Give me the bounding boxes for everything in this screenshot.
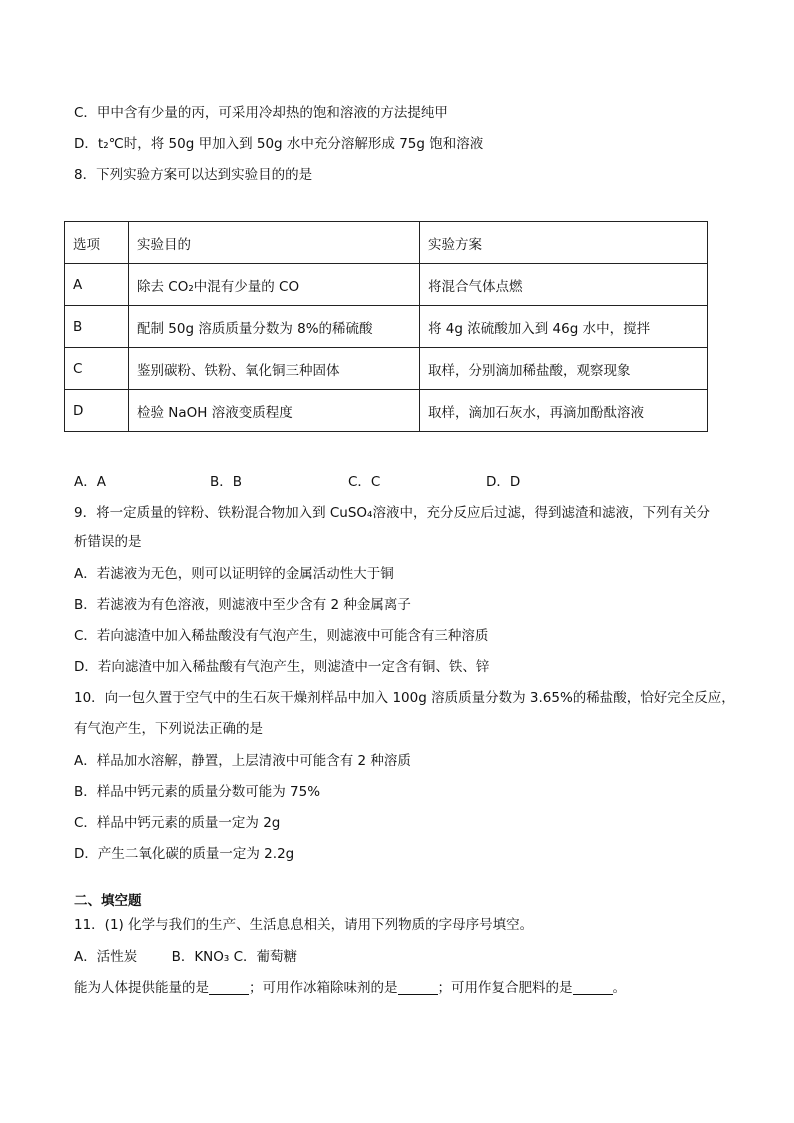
table-header-row [65, 222, 708, 264]
table-cell: 鉴别碳粉、铁粉、氧化铜三种固体 [129, 348, 420, 390]
q8-option: B．B [210, 474, 243, 490]
table-cell: 将混合气体点燃 [420, 264, 708, 306]
section-heading: 二、填空题 [74, 893, 142, 909]
q11-fill-line [74, 978, 626, 998]
question-9-cont: 析错误的是 [74, 534, 142, 550]
table-row [65, 306, 708, 348]
table-cell: 取样，滴加石灰水，再滴加酚酞溶液 [420, 390, 708, 432]
table-cell: 取样，分别滴加稀盐酸，观察现象 [420, 348, 708, 390]
answer-blank[interactable] [398, 980, 438, 995]
q10-option-a: A．样品加水溶解，静置，上层清液中可能含有 2 种溶质 [74, 753, 411, 769]
q8-option: C．C [348, 474, 381, 490]
experiment-table [64, 221, 708, 432]
q8-option: A．A [74, 474, 106, 490]
question-9: 9．将一定质量的锌粉、铁粉混合物加入到 CuSO₄溶液中，充分反应后过滤，得到滤渣和滤液，下列有关分 [74, 505, 710, 521]
table-header-cell: 选项 [65, 222, 129, 264]
fill-text: ；可用作复合肥料的是 [437, 980, 573, 996]
q10-option-c: C．样品中钙元素的质量一定为 2g [74, 815, 281, 831]
question-10: 10．向一包久置于空气中的生石灰干燥剂样品中加入 100g 溶质质量分数为 3.65%的稀盐酸，恰好完全反应， [74, 690, 735, 706]
question-11: 11．(1) 化学与我们的生产、生活息息相关，请用下列物质的字母序号填空。 [74, 917, 534, 933]
table-cell: D [65, 390, 129, 432]
table-header-cell: 实验目的 [129, 222, 420, 264]
table-cell: A [65, 264, 129, 306]
q7-option-d: D．t₂℃时，将 50g 甲加入到 50g 水中充分溶解形成 75g 饱和溶液 [74, 136, 484, 152]
fill-text: ；可用作冰箱除味剂的是 [249, 980, 398, 996]
q9-option-d: D．若向滤渣中加入稀盐酸有气泡产生，则滤渣中一定含有铜、铁、锌 [74, 659, 490, 675]
q7-option-c: C．甲中含有少量的丙，可采用冷却热的饱和溶液的方法提纯甲 [74, 105, 448, 121]
table-cell: 检验 NaOH 溶液变质程度 [129, 390, 420, 432]
table-cell: B [65, 306, 129, 348]
fill-text: 。 [612, 980, 626, 996]
table-cell: 除去 CO₂中混有少量的 CO [129, 264, 420, 306]
q11-options: A．活性炭 B．KNO₃ C．葡萄糖 [74, 949, 298, 965]
q9-option-b: B．若滤液为有色溶液，则滤液中至少含有 2 种金属离子 [74, 597, 411, 613]
table-cell: 将 4g 浓硫酸加入到 46g 水中，搅拌 [420, 306, 708, 348]
fill-text: 能为人体提供能量的是 [74, 980, 209, 996]
table-row [65, 264, 708, 306]
q9-option-c: C．若向滤渣中加入稀盐酸没有气泡产生，则滤液中可能含有三种溶质 [74, 628, 489, 644]
q9-option-a: A．若滤液为无色，则可以证明锌的金属活动性大于铜 [74, 566, 394, 582]
table-row [65, 390, 708, 432]
table-cell: C [65, 348, 129, 390]
q8-option: D．D [486, 474, 521, 490]
answer-blank[interactable] [209, 980, 249, 995]
q10-option-d: D．产生二氧化碳的质量一定为 2.2g [74, 846, 295, 862]
table-header-cell: 实验方案 [420, 222, 708, 264]
question-10-cont: 有气泡产生，下列说法正确的是 [74, 721, 263, 737]
question-8: 8．下列实验方案可以达到实验目的的是 [74, 167, 313, 183]
q10-option-b: B．样品中钙元素的质量分数可能为 75% [74, 784, 321, 800]
table-cell: 配制 50g 溶质质量分数为 8%的稀硫酸 [129, 306, 420, 348]
answer-blank[interactable] [573, 980, 613, 995]
table-row [65, 348, 708, 390]
